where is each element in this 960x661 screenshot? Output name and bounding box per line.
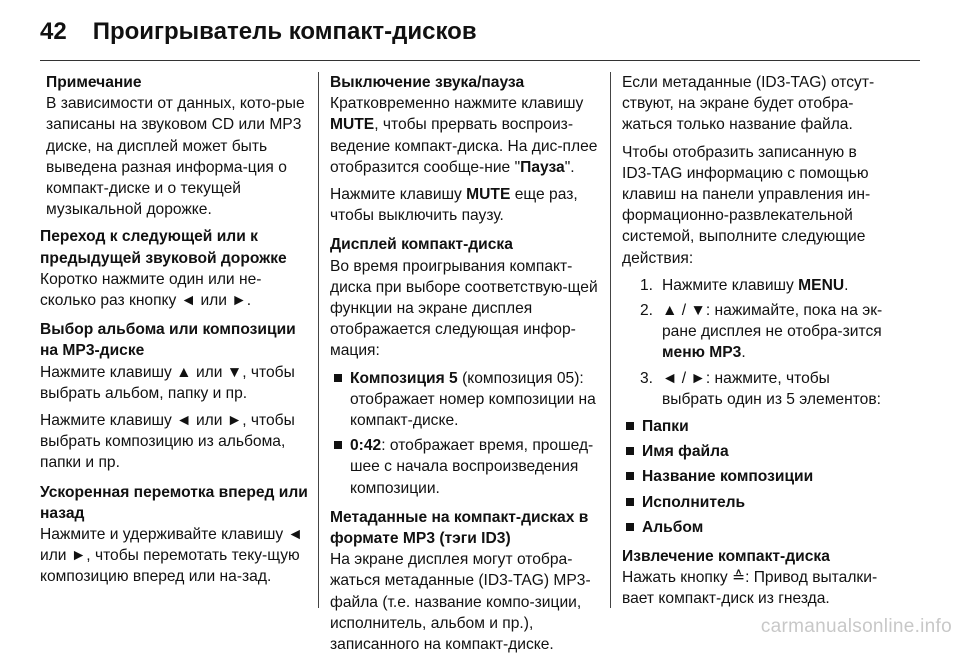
section-eject-title: Извлечение компакт-диска — [622, 548, 830, 566]
eject-icon: ≙ — [731, 569, 746, 587]
list-item: 0:42: отображает время, прошед-шее с начала воспроизведения композиции. — [330, 435, 598, 499]
section-mute-text-2: Нажмите клавишу MUTE еще раз, чтобы выключить паузу. — [330, 186, 578, 225]
section-mute-text-1: Кратковременно нажмите клавишу MUTE, чтобы прервать воспроиз-ведение компакт-диска. На дис-плее отобразится сообще-ние "Пауза". — [330, 95, 598, 176]
steps-list — [622, 275, 890, 410]
step-item: 3. ◄ / ►: нажмите, чтобы выбрать один из 5 элементов: — [640, 369, 881, 408]
list-item: Папки — [622, 416, 890, 437]
pause-word: Пауза — [520, 158, 565, 176]
mute-key-label-2: MUTE — [466, 186, 511, 204]
section-select-album-text-1: Нажмите клавишу ▲ или ▼, чтобы выбрать альбом, папку и пр. — [40, 363, 295, 402]
section-fast-forward-text: Нажмите и удерживайте клавишу ◄ или ►, чтобы перемотать теку-щую композицию вперед или на-зад. — [40, 526, 303, 586]
watermark: carmanualsonline.info — [760, 616, 952, 637]
square-bullet-icon — [626, 447, 634, 455]
column-divider-2 — [610, 72, 611, 608]
section-next-track-title: Переход к следующей или к предыдущей звуковой дорожке — [40, 228, 287, 267]
section-cd-display-text: Во время проигрывания компакт-диска при выборе соответствую-щей функции на экране дисплея отображается следующая инфор-мация: — [330, 257, 598, 360]
step-item: 1. Нажмите клавишу MENU. — [640, 276, 849, 294]
step-item: 2. ▲ / ▼: нажимайте, пока на эк-ране дисплея не отобра-зится меню MP3. — [640, 302, 883, 362]
column-3 — [622, 72, 890, 616]
section-fast-forward-title: Ускоренная перемотка вперед или назад — [40, 483, 308, 522]
mp3-menu-label: меню MP3 — [662, 344, 742, 362]
section-next-track-text: Коротко нажмите один или не-сколько раз кнопку ◄ или ►. — [40, 270, 262, 310]
list-item: Исполнитель — [622, 492, 890, 513]
section-mute-title: Выключение звука/пауза — [330, 74, 525, 91]
mute-key-label: MUTE — [330, 116, 375, 134]
menu-key-label: MENU — [798, 276, 845, 294]
section-mp3-metadata-title: Метаданные на компакт-дисках в формате MP3 (тэги ID3) — [330, 508, 589, 548]
list-item: Имя файла — [622, 441, 890, 462]
page-header — [40, 14, 477, 50]
column-divider-1 — [318, 72, 319, 608]
section-select-album-title: Выбор альбома или композиции на MP3-диске — [40, 321, 296, 360]
section-select-album-text-2: Нажмите клавишу ◄ или ►, чтобы выбрать композицию из альбома, папки и пр. — [40, 412, 295, 472]
section-eject-text: Нажать кнопку ≙: Привод выталки-вает компакт-диск из гнезда. — [622, 569, 878, 608]
list-item: Композиция 5 (композиция 05): отображает номер композиции на компакт-диске. — [330, 368, 598, 432]
note-block — [40, 72, 308, 220]
list-item: Альбом — [622, 517, 890, 538]
section-cd-display-title: Дисплей компакт-диска — [330, 236, 513, 254]
square-bullet-icon — [626, 498, 634, 506]
page-title: Проигрыватель компакт-дисков — [92, 18, 477, 45]
show-id3-text: Чтобы отобразить записанную в ID3-TAG информацию с помощью клавиш на панели управления ин-формационно-развлекательной системой, выполните следующие действия: — [622, 143, 871, 267]
column-2 — [330, 72, 598, 661]
square-bullet-icon — [626, 523, 634, 531]
metadata-missing-text: Если метаданные (ID3-TAG) отсут-ствуют, на экране будет отобра-жаться только название файла. — [622, 74, 875, 134]
note-title: Примечание — [46, 74, 142, 91]
square-bullet-icon — [334, 441, 342, 449]
header-rule — [40, 60, 920, 61]
note-text: В зависимости от данных, кото-рые записаны на звуковом CD или MP3 диске, на дисплей может быть выведена разная информа-ция о компакт-диске и о текущей музыкальной дорожке. — [46, 95, 305, 219]
list-item: Название композиции — [622, 466, 890, 487]
page-number: 42 — [40, 18, 67, 45]
square-bullet-icon — [334, 374, 342, 382]
square-bullet-icon — [626, 472, 634, 480]
display-info-list — [330, 368, 598, 499]
square-bullet-icon — [626, 422, 634, 430]
column-1 — [40, 72, 308, 594]
section-mp3-metadata-text: На экране дисплея могут отобра-жаться метаданные (ID3-TAG) MP3-файла (т.е. название компо-зиции, исполнитель, альбом и пр.), записанного на компакт-диске. — [330, 551, 591, 654]
mp3-elements-list — [622, 416, 890, 538]
